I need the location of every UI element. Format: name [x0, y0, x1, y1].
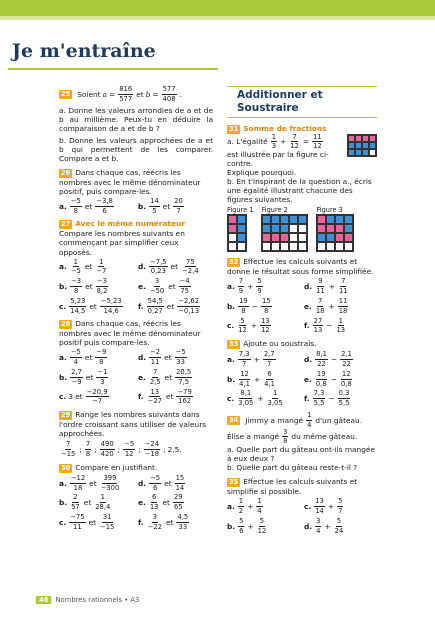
exercise-item: d. 8,1 22 − $\frac{2,1}{22}$ [304, 350, 352, 369]
ex35-items [227, 498, 377, 534]
exercise-item: e. 7 18 + $\frac{11}{18}$ [304, 297, 348, 315]
exercise-34 [227, 412, 377, 472]
ex30-text: Compare en justifiant. [75, 462, 158, 472]
fraction: 2 57 [71, 493, 80, 512]
fraction: $\frac{12}{0,8}$ [340, 369, 352, 388]
ex31-qa-pre: a. L'égalité [227, 137, 268, 147]
fraction: −24 −18 [144, 440, 160, 459]
exercise-item: a. 7 9 + $\frac{5}{9}$ [227, 277, 262, 296]
and-word: et [136, 89, 144, 99]
exercise-item: b. 19 8 − $\frac{15}{8}$ [227, 297, 271, 315]
exercise-25: 25 Soient a = 816 577 et b = 577 408 . a. Donne les valeurs arrondies de a et de b au millième. Peux-tu en déduire la comparaison de a et de b ? b. Donne les valeurs approchées de a et b qui permettent de les comparer. Compare a et b. [59, 85, 213, 163]
fraction: −3,8 6 [96, 196, 113, 215]
fraction: 5 6 [239, 516, 244, 535]
fraction: −5 12 [124, 440, 135, 459]
ex31-qa-post: est illustrée par la figure ci-contre. [227, 150, 329, 169]
exercise-30 [59, 463, 213, 531]
fraction: $\frac{5}{24}$ [334, 516, 344, 535]
page-number: 46 [36, 596, 51, 604]
exercise-number: 28 [61, 320, 71, 329]
exercise-number: 26 [61, 168, 71, 177]
fraction: 14 5 [150, 196, 159, 215]
ex34-text4: du même gâteau. [291, 432, 358, 442]
exercise-item: a. −5 4 et −9 8 [59, 348, 107, 367]
fraction: 3 −50 [149, 277, 165, 295]
figure-1 [227, 214, 247, 252]
fraction: 27 13 [313, 316, 323, 335]
fraction: $\frac{1}{4}$ [257, 497, 262, 516]
fraction: 399 −300 [100, 473, 120, 492]
exercise-item: c. 13 14 + $\frac{5}{7}$ [304, 497, 343, 516]
left-column [59, 86, 213, 536]
exercise-28 [59, 319, 213, 405]
exercise-number: 34 [229, 415, 239, 424]
var-b: b [145, 89, 151, 99]
fraction: −3 8,2 [96, 277, 108, 295]
top-banner-stripe [0, 16, 435, 20]
fraction: −3 8 [71, 277, 82, 295]
ex32-text: Effectue les calculs suivants et donne le résultat sous forme simplifiée. [227, 257, 374, 277]
ex31-title: Somme de fractions [243, 123, 327, 133]
ex29-text: Range les nombres suivants dans l'ordre croissant sans utiliser de valeurs approchées. [59, 410, 207, 439]
fraction: 15 14 [175, 473, 185, 492]
ex26-text: Dans chaque cas, réécris les nombres avec le même dénominateur positif, puis compare-les. [59, 167, 201, 196]
fraction: −2 11 [150, 348, 161, 367]
fraction: $\frac{5}{7}$ [338, 497, 343, 516]
exercise-item: e. 19 0,8 − $\frac{12}{0,8}$ [304, 369, 352, 388]
exercise-item: b. 12 4,1 + $\frac{6}{4,1}$ [227, 369, 275, 388]
fraction: $\frac{13}{12}$ [261, 316, 270, 335]
ex35-text: Effectue les calculs suivants et simplifie si possible. [227, 477, 358, 497]
exercise-35 [227, 477, 377, 534]
fraction: 5,23 14,5 [70, 296, 86, 315]
fraction: 1 −5 [70, 257, 81, 276]
fraction: 7,3 5,5 [313, 389, 325, 408]
fraction: −5 8 [70, 196, 81, 215]
fraction: 20 7 [174, 196, 183, 215]
ex27-title: Avec le même numérateur [75, 219, 185, 229]
fraction: 19 0,8 [315, 369, 327, 388]
fraction: 13 −27 [147, 387, 162, 406]
exercise-item: c. 8,1 3,05 + $\frac{1}{3,05}$ [227, 389, 283, 408]
exercise-number: 25 [61, 89, 71, 98]
page-title: Je m'entraîne [12, 40, 156, 62]
fraction: 7 18 [315, 297, 325, 315]
exercise-number: 30 [61, 463, 71, 472]
fraction: 20,5 7,5 [176, 367, 192, 386]
fraction: 9 11 [316, 277, 325, 296]
ex32-items [227, 278, 377, 334]
fraction: −5 6 [150, 473, 161, 492]
exercise-item: c. 5,23 14,5 et −5,23 14,6 [59, 296, 122, 315]
exercise-item: d. −7,5 0,23 et 75 −2,4 [138, 257, 199, 276]
exercise-29 [59, 410, 213, 458]
exercise-26 [59, 168, 213, 215]
ex34-text3: Élise a mangé [227, 432, 280, 442]
fraction: −79 162 [177, 387, 192, 406]
fraction: −4 75 [179, 277, 190, 295]
fraction: 3 4 [316, 516, 321, 535]
exercise-item: c. 3 et −20,9 −7 [59, 387, 108, 406]
exercise-item: a. 7,3 7 + $\frac{2,7}{7}$ [227, 350, 275, 369]
exercise-item: b. −3 8 et −3 8,2 [59, 277, 108, 295]
figure-2 [261, 214, 308, 252]
exercise-item: e. 3 −50 et −4 75 [138, 277, 190, 295]
ex33-items [227, 351, 377, 407]
ex31-explain: Explique pourquoi. [227, 168, 297, 178]
ex33-text: Ajoute ou soustrais. [243, 339, 317, 349]
exercise-item: d. 3 4 + $\frac{5}{24}$ [304, 516, 344, 535]
figure-2-label: Figure 2 [261, 206, 288, 215]
fraction: 7 9 [238, 277, 244, 296]
fraction: −9 8 [96, 348, 107, 367]
exercise-item: b. 2 57 et 1 28,4 [59, 493, 111, 512]
ex28-items [59, 349, 213, 405]
fraction: 31 −15 [100, 513, 115, 531]
ex31-question-b: b. En t'inspirant de la question a., écris une égalité illustrant chacune des figures suivantes. [227, 177, 372, 205]
exercise-32 [227, 257, 377, 334]
fraction: $\frac{15}{8}$ [261, 297, 271, 315]
exercise-item: a. −12 18 et 399 −300 [59, 473, 120, 492]
ex34-question-b: b. Quelle part du gâteau reste-t-il ? [227, 463, 358, 473]
ex28-text: Dans chaque cas, réécris les nombres avec le même dénominateur positif puis compare-les. [59, 319, 201, 348]
fraction: 1 2 [238, 497, 244, 516]
top-banner [0, 0, 435, 16]
fraction: $\frac{6}{4,1}$ [264, 369, 275, 388]
fraction: 11 12 [313, 132, 322, 151]
fraction: 8,1 3,05 [238, 389, 254, 408]
fraction-figure [347, 134, 377, 157]
ex34-text1: Jimmy a mangé [245, 415, 304, 425]
ex34-question-a: a. Quelle part du gâteau ont-ils mangée à eux deux ? [227, 445, 376, 464]
figure-1-label: Figure 1 [227, 206, 254, 215]
fraction: 54,5 0,27 [147, 296, 163, 315]
fraction: 6 13 [149, 493, 159, 512]
fraction: 3 8 [283, 427, 288, 446]
fraction: 2,7 −9 [71, 367, 82, 386]
figure-3-label: Figure 3 [316, 206, 343, 215]
ex34-text2: d'un gâteau. [315, 415, 363, 425]
exercise-number: 27 [61, 220, 71, 229]
fraction: 12 4,1 [239, 369, 250, 388]
fraction: 1 28,4 [95, 493, 111, 512]
exercise-item: f. 27 13 − $\frac{1}{13}$ [304, 316, 346, 335]
fraction: $\frac{5}{9}$ [257, 277, 262, 296]
exercise-item: f. 54,5 0,27 et −2,62 −0,13 [138, 296, 200, 315]
exercise-item: a. 1 2 + $\frac{1}{4}$ [227, 497, 262, 516]
fraction: $\frac{1}{13}$ [336, 316, 346, 335]
exercise-item: a. 1 −5 et 1 −7 [59, 257, 107, 276]
fraction: 29 65 [173, 493, 183, 512]
fraction: 3 −22 [147, 513, 162, 531]
fraction: −75 11 [70, 513, 85, 531]
fraction: 7 8 [85, 440, 91, 459]
fraction: −5 33 [175, 348, 186, 367]
exercise-item: f. 3 −22 et 4,5 33 [138, 513, 189, 531]
section-title: Additionner et Soustraire [227, 86, 377, 118]
fraction: 4,5 33 [177, 513, 189, 531]
fraction: 577 408 [162, 85, 176, 103]
ex29-list: 7 −15 ; 7 8 ; 490 420 ; −5 12 ; −24 −18 ; 2,5. [61, 440, 182, 459]
exercise-number: 33 [229, 340, 239, 349]
exercise-31: 31 Somme de fractions a. L'égalité 1 3 + 7 12 = 11 12 est illustrée par la figure ci-contre. Explique pourquoi. b. En t'inspirant de la question a., écris une égalité illustrant chacune des figures suivantes. Figure 1 Figure 2 Figure 3 [227, 124, 377, 253]
exercise-33 [227, 339, 377, 407]
exercise-item: b. 14 5 et 20 7 [138, 196, 183, 215]
exercise-item: f. 13 −27 et −79 162 [138, 387, 192, 406]
figures-row [227, 206, 377, 252]
exercise-item: c. −75 11 et 31 −15 [59, 513, 115, 531]
exercise-number: 35 [229, 478, 239, 487]
fraction: 1 3 [271, 132, 277, 151]
ex25-question-a: a. Donne les valeurs arrondies de a et de b au millième. Peux-tu en déduire la comparaison de a et de b ? [59, 105, 213, 133]
ex27-text: Compare les nombres suivants en commençant par simplifier ceux opposés. [59, 229, 185, 257]
exercise-item: d. −5 6 et 15 14 [138, 473, 185, 492]
ex25-question-b: b. Donne les valeurs approchées de a et b qui permettent de les comparer. Compare a et b. [59, 135, 213, 163]
fraction: $\frac{2,1}{22}$ [341, 350, 352, 369]
exercise-27 [59, 219, 213, 314]
fraction: $\frac{5}{12}$ [257, 516, 267, 535]
exercise-item: b. 2,7 −9 et −1 3 [59, 367, 108, 386]
fraction: 816 577 [119, 85, 133, 103]
fraction: 75 −2,4 [182, 257, 199, 276]
fraction: −2,62 −0,13 [178, 296, 200, 315]
figure-3 [316, 214, 354, 252]
exercise-item: e. 7 2,5 et 20,5 7,5 [138, 367, 192, 386]
right-column [227, 86, 377, 540]
exercise-number: 31 [229, 124, 239, 133]
fraction: $\frac{11}{18}$ [338, 297, 348, 315]
exercise-item: c. 5 12 + $\frac{13}{12}$ [227, 316, 270, 335]
ex25-intro: Soient [77, 89, 101, 99]
ex30-items [59, 475, 213, 531]
fraction: −1 3 [97, 367, 108, 386]
fraction: $\frac{0,3}{5,5}$ [338, 389, 350, 408]
fraction: 1 −7 [96, 257, 107, 276]
fraction: −7,5 0,23 [150, 257, 167, 276]
fraction: −5 4 [70, 348, 81, 367]
exercise-item: b. 5 6 + $\frac{5}{12}$ [227, 516, 267, 535]
ex26-items [59, 198, 213, 215]
exercise-number: 29 [61, 411, 71, 420]
exercise-item: f. 7,3 5,5 − $\frac{0,3}{5,5}$ [304, 389, 350, 408]
fraction: 7 −15 [61, 440, 76, 459]
fraction: 13 14 [315, 497, 324, 516]
fraction: $\frac{7}{11}$ [338, 277, 348, 296]
ex27-items [59, 259, 213, 315]
fraction: −20,9 −7 [86, 387, 108, 406]
var-a: a [102, 89, 107, 99]
exercise-item: d. 9 11 + $\frac{7}{11}$ [304, 277, 348, 296]
fraction: 19 8 [239, 297, 248, 315]
fraction: −12 18 [70, 473, 86, 492]
fraction: $\frac{2,7}{7}$ [263, 350, 275, 369]
footer-text: Nombres rationnels • A3 [55, 596, 140, 604]
fraction: 1 4 [307, 411, 312, 429]
fraction: 7 2,5 [149, 367, 161, 386]
page-footer [36, 596, 139, 604]
fraction: 5 12 [238, 316, 247, 335]
exercise-number: 32 [229, 258, 239, 267]
fraction: 490 420 [100, 440, 114, 459]
fraction: 7,3 7 [238, 350, 250, 369]
exercise-item: e. 6 13 et 29 65 [138, 493, 183, 512]
fraction: −5,23 14,6 [100, 296, 122, 315]
exercise-item: a. −5 8 et −3,8 6 [59, 196, 113, 215]
fraction: 8,1 22 [316, 350, 327, 369]
fraction: 7 12 [290, 132, 299, 151]
fraction: $\frac{1}{3,05}$ [267, 389, 283, 408]
title-underline [8, 68, 218, 70]
exercise-item: d. −2 11 et −5 33 [138, 348, 186, 367]
